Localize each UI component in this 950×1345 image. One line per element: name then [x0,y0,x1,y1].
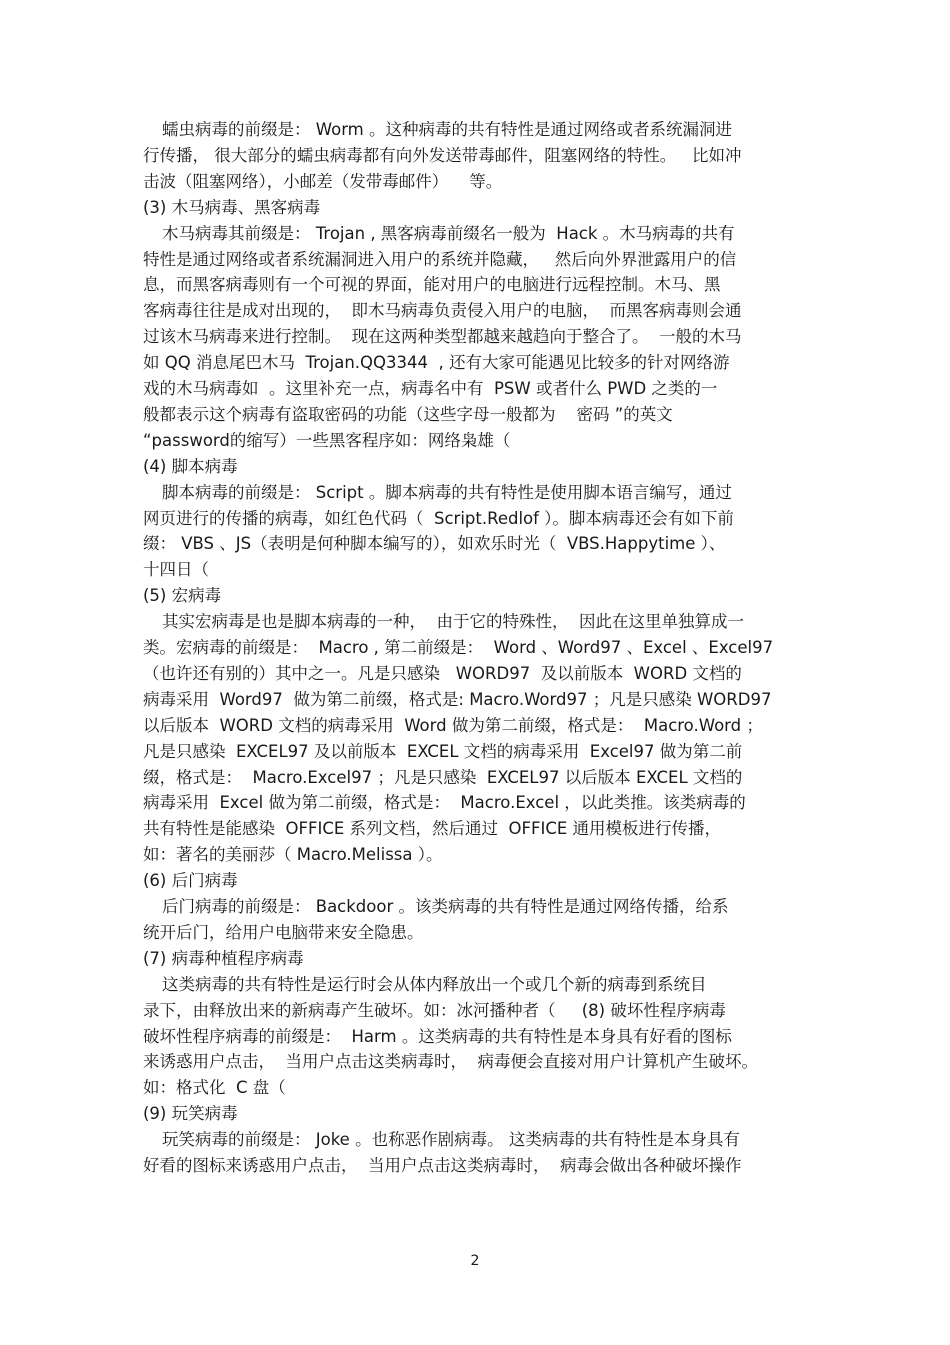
text-line: 如：著名的美丽莎（ Macro.Melissa ）。 [143,845,443,865]
text-line: 好看的图标来诱惑用户点击， 当用户点击这类病毒时， 病毒会做出各种破坏操作 [143,1156,742,1175]
text-line: 十四日（ [143,560,209,580]
text-line: 统开后门，给用户电脑带来安全隐患。 [143,922,424,942]
text-line: 共有特性是能感染 OFFICE 系列文档，然后通过 OFFICE 通用模板进行传播， [143,819,722,839]
text-line: 录下，由释放出来的新病毒产生破坏。如：冰河播种者（ (8) 破坏性程序病毒 [143,1000,726,1020]
text-line: 如 QQ 消息尾巴木马 Trojan.QQ3344 , 还有大家可能遇见比较多的针对网络游 [143,353,730,373]
text-line: 蠕虫病毒的前缀是： Worm 。这种病毒的共有特性是通过网络或者系统漏洞进 [162,120,732,139]
text-line: 网页进行的传播的病毒，如红色代码（ Script.Redlof ）。脚本病毒还会有如下前 [143,508,734,528]
text-line: 特性是通过网络或者系统漏洞进入用户的系统并隐藏， 然后向外界泄露用户的信 [143,249,737,269]
text-line: 行传播， 很大部分的蠕虫病毒都有向外发送带毒邮件，阻塞网络的特性。 比如冲 [143,145,742,165]
text-line: (6) 后门病毒 [143,871,238,891]
text-line: 病毒采用 Excel 做为第二前缀，格式是： Macro.Excel ，以此类推。该类病毒的 [143,793,746,813]
text-line: (7) 病毒种植程序病毒 [143,948,304,968]
text-line: 这类病毒的共有特性是运行时会从体内释放出一个或几个新的病毒到系统目 [162,974,707,994]
text-line: 脚本病毒的前缀是： Script 。脚本病毒的共有特性是使用脚本语言编写，通过 [162,482,732,502]
text-line: 破坏性程序病毒的前缀是： Harm 。这类病毒的共有特性是本身具有好看的图标 [143,1026,732,1046]
text-line: “password的缩写）一些黑客程序如：网络枭雄（ [143,430,511,450]
text-line: 来诱惑用户点击， 当用户点击这类病毒时， 病毒便会直接对用户计算机产生破坏。 [143,1052,758,1072]
text-line: 击波（阻塞网络），小邮差（发带毒邮件） 等。 [143,171,503,191]
text-line: 客病毒往往是成对出现的， 即木马病毒负责侵入用户的电脑， 而黑客病毒则会通 [143,301,742,321]
text-line: 凡是只感染 EXCEL97 及以前版本 EXCEL 文档的病毒采用 Excel97 做为第二前 [143,741,743,761]
text-line: 类。宏病毒的前缀是： Macro , 第二前缀是： Word 、Word97 、Excel 、Excel97 [143,638,774,657]
text-line: 玩笑病毒的前缀是： Joke 。也称恶作剧病毒。 这类病毒的共有特性是本身具有 [162,1130,740,1150]
text-line: 后门病毒的前缀是： Backdoor 。该类病毒的共有特性是通过网络传播，给系 [162,897,729,916]
text-line: 如：格式化 C 盘（ [143,1078,286,1098]
text-line: （也许还有别的）其中之一。凡是只感染 WORD97 及以前版本 WORD 文档的 [143,663,742,683]
text-line: 缀，格式是： Macro.Excel97 ；凡是只感染 EXCEL97 以后版本 EXCEL 文档的 [143,767,743,787]
text-line: 其实宏病毒是也是脚本病毒的一种， 由于它的特殊性， 因此在这里单独算成一 [162,612,744,632]
text-line: 以后版本 WORD 文档的病毒采用 Word 做为第二前缀，格式是： Macro.Word ； [143,715,763,735]
text-line: 缀： VBS 、JS（表明是何种脚本编写的），如欢乐时光（ VBS.Happytime ）、 [143,534,726,554]
text-line: 病毒采用 Word97 做为第二前缀，格式是: Macro.Word97 ；凡是只感染 WORD97 [143,689,772,709]
page-number: 2 [470,1253,480,1269]
text-line: 戏的木马病毒如 。这里补充一点，病毒名中有 PSW 或者什么 PWD 之类的一 [143,379,718,398]
text-line: 般都表示这个病毒有盗取密码的功能（这些字母一般都为 密码 ”的英文 [143,404,673,424]
text-line: 息，而黑客病毒则有一个可视的界面，能对用户的电脑进行远程控制。木马、黑 [143,275,721,295]
text-line: 木马病毒其前缀是： Trojan , 黑客病毒前缀名一般为 Hack 。木马病毒的共有 [162,223,735,243]
text-line: (9) 玩笑病毒 [143,1104,238,1124]
text-line: (3) 木马病毒、黑客病毒 [143,197,321,217]
text-line: (4) 脚本病毒 [143,456,238,476]
text-line: 过该木马病毒来进行控制。 现在这两种类型都越来越趋向于整合了。 一般的木马 [143,327,742,347]
text-line: (5) 宏病毒 [143,586,222,606]
